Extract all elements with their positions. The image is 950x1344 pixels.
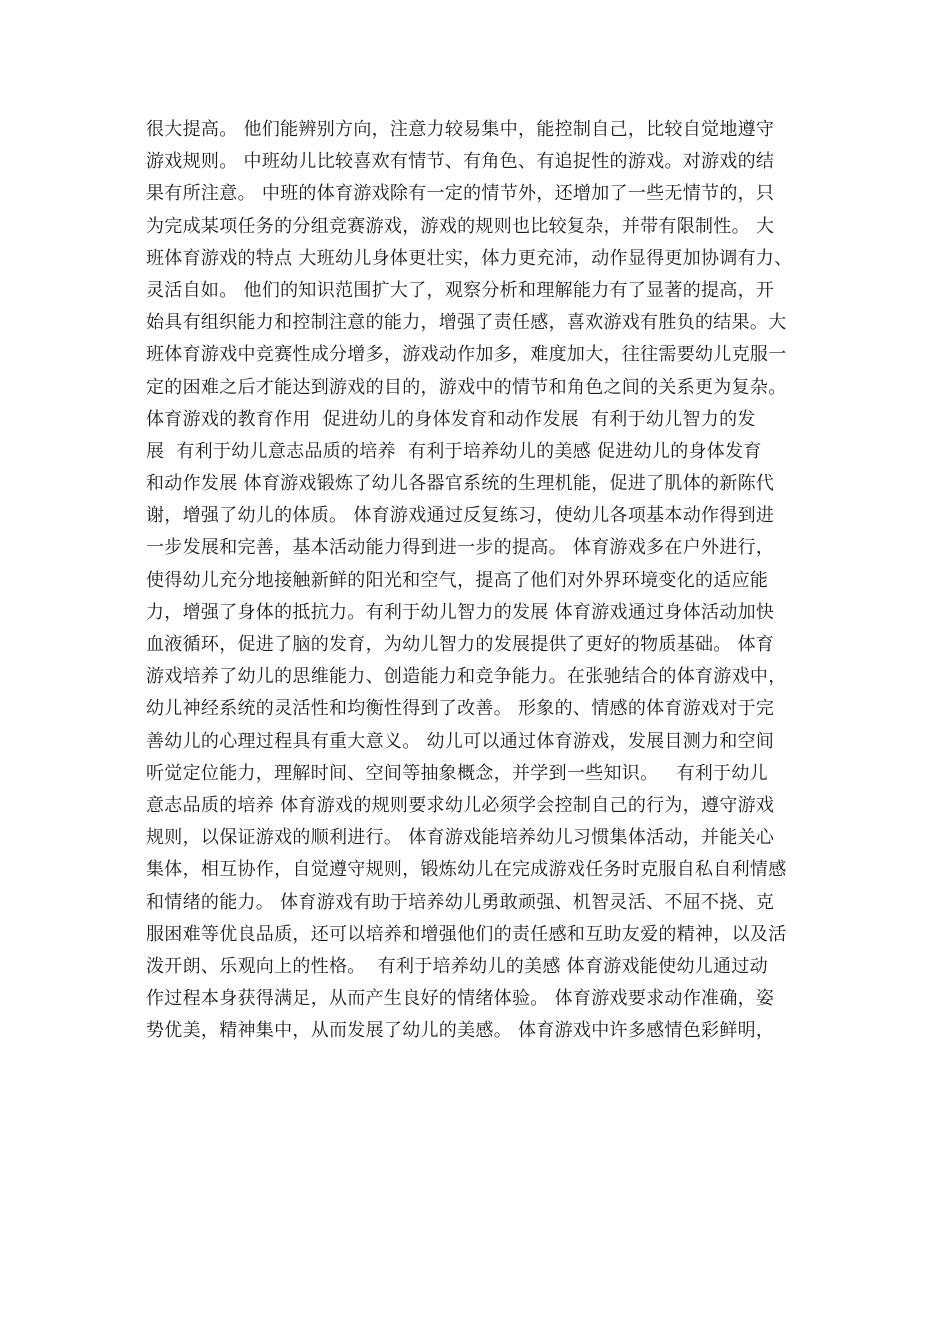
text-line: 血液循环，促进了脑的发育，为幼儿智力的发展提供了更好的物质基础。 体育 bbox=[146, 634, 775, 655]
text-line: 意志品质的培养 体育游戏的规则要求幼儿必须学会控制自己的行为，遵守游戏 bbox=[146, 794, 775, 816]
text-line: 泼开朗、乐观向上的性格。 有利于培养幼儿的美感 体育游戏能使幼儿通过动 bbox=[146, 955, 768, 977]
text-line: 服困难等优良品质，还可以培养和增强他们的责任感和互助友爱的精神，以及活 bbox=[146, 923, 787, 945]
text-line: 游戏规则。 中班幼儿比较喜欢有情节、有角色、有追捉性的游戏。对游戏的结 bbox=[146, 151, 775, 173]
text-line: 果有所注意。 中班的体育游戏除有一定的情节外，还增加了一些无情节的，只 bbox=[146, 183, 775, 205]
text-line: 使得幼儿充分地接触新鲜的阳光和空气，提高了他们对外界环境变化的适应能 bbox=[146, 569, 769, 591]
text-line: 始具有组织能力和控制注意的能力，增强了责任感，喜欢游戏有胜负的结果。大 bbox=[146, 312, 787, 334]
text-line: 听觉定位能力，理解时间、空间等抽象概念，并学到一些知识。 有利于幼儿 bbox=[146, 762, 768, 784]
text-line: 谢，增强了幼儿的体质。 体育游戏通过反复练习，使幼儿各项基本动作得到进 bbox=[146, 505, 775, 527]
text-line: 灵活自如。 他们的知识范围扩大了，观察分析和理解能力有了显著的提高，开 bbox=[146, 279, 775, 301]
text-line: 很大提高。 他们能辨别方向，注意力较易集中，能控制自己，比较自觉地遵守 bbox=[146, 119, 775, 140]
text-line: 体育游戏的教育作用 促进幼儿的身体发育和动作发展 有利于幼儿智力的发 bbox=[146, 408, 756, 430]
text-line: 集体，相互协作，自觉遵守规则，锻炼幼儿在完成游戏任务时克服自私自利情感 bbox=[146, 859, 787, 881]
text-line: 定的困难之后才能达到游戏的目的，游戏中的情节和角色之间的关系更为复杂。 bbox=[146, 376, 787, 398]
text-line: 展 有利于幼儿意志品质的培养 有利于培养幼儿的美感 促进幼儿的身体发育 bbox=[146, 440, 762, 462]
text-line: 和动作发展 体育游戏锻炼了幼儿各器官系统的生理机能，促进了肌体的新陈代 bbox=[146, 473, 775, 495]
text-line: 为完成某项任务的分组竞赛游戏，游戏的规则也比较复杂，并带有限制性。 大 bbox=[146, 215, 775, 237]
text-line: 和情绪的能力。 体育游戏有助于培养幼儿勇敢顽强、机智灵活、不屈不挠、克 bbox=[146, 891, 775, 913]
text-line: 势优美，精神集中，从而发展了幼儿的美感。 体育游戏中许多感情色彩鲜明， bbox=[146, 1020, 775, 1042]
text-line: 幼儿神经系统的灵活性和均衡性得到了改善。 形象的、情感的体育游戏对于完 bbox=[146, 698, 775, 720]
text-line: 善幼儿的心理过程具有重大意义。 幼儿可以通过体育游戏，发展目测力和空间 bbox=[146, 730, 775, 752]
body-text bbox=[146, 114, 816, 1047]
text-line: 作过程本身获得满足，从而产生良好的情绪体验。 体育游戏要求动作准确，姿 bbox=[146, 988, 775, 1010]
text-line: 游戏培养了幼儿的思维能力、创造能力和竞争能力。在张驰结合的体育游戏中， bbox=[146, 666, 787, 688]
text-line: 力，增强了身体的抵抗力。有利于幼儿智力的发展 体育游戏通过身体活动加快 bbox=[146, 601, 775, 623]
text-line: 规则，以保证游戏的顺利进行。 体育游戏能培养幼儿习惯集体活动，并能关心 bbox=[146, 827, 775, 849]
text-line: 班体育游戏中竞赛性成分增多，游戏动作加多，难度加大，往往需要幼儿克服一 bbox=[146, 344, 787, 366]
text-line: 班体育游戏的特点 大班幼儿身体更壮实，体力更充沛，动作显得更加协调有力、 bbox=[146, 247, 793, 269]
text-line: 一步发展和完善，基本活动能力得到进一步的提高。 体育游戏多在户外进行， bbox=[146, 537, 775, 559]
